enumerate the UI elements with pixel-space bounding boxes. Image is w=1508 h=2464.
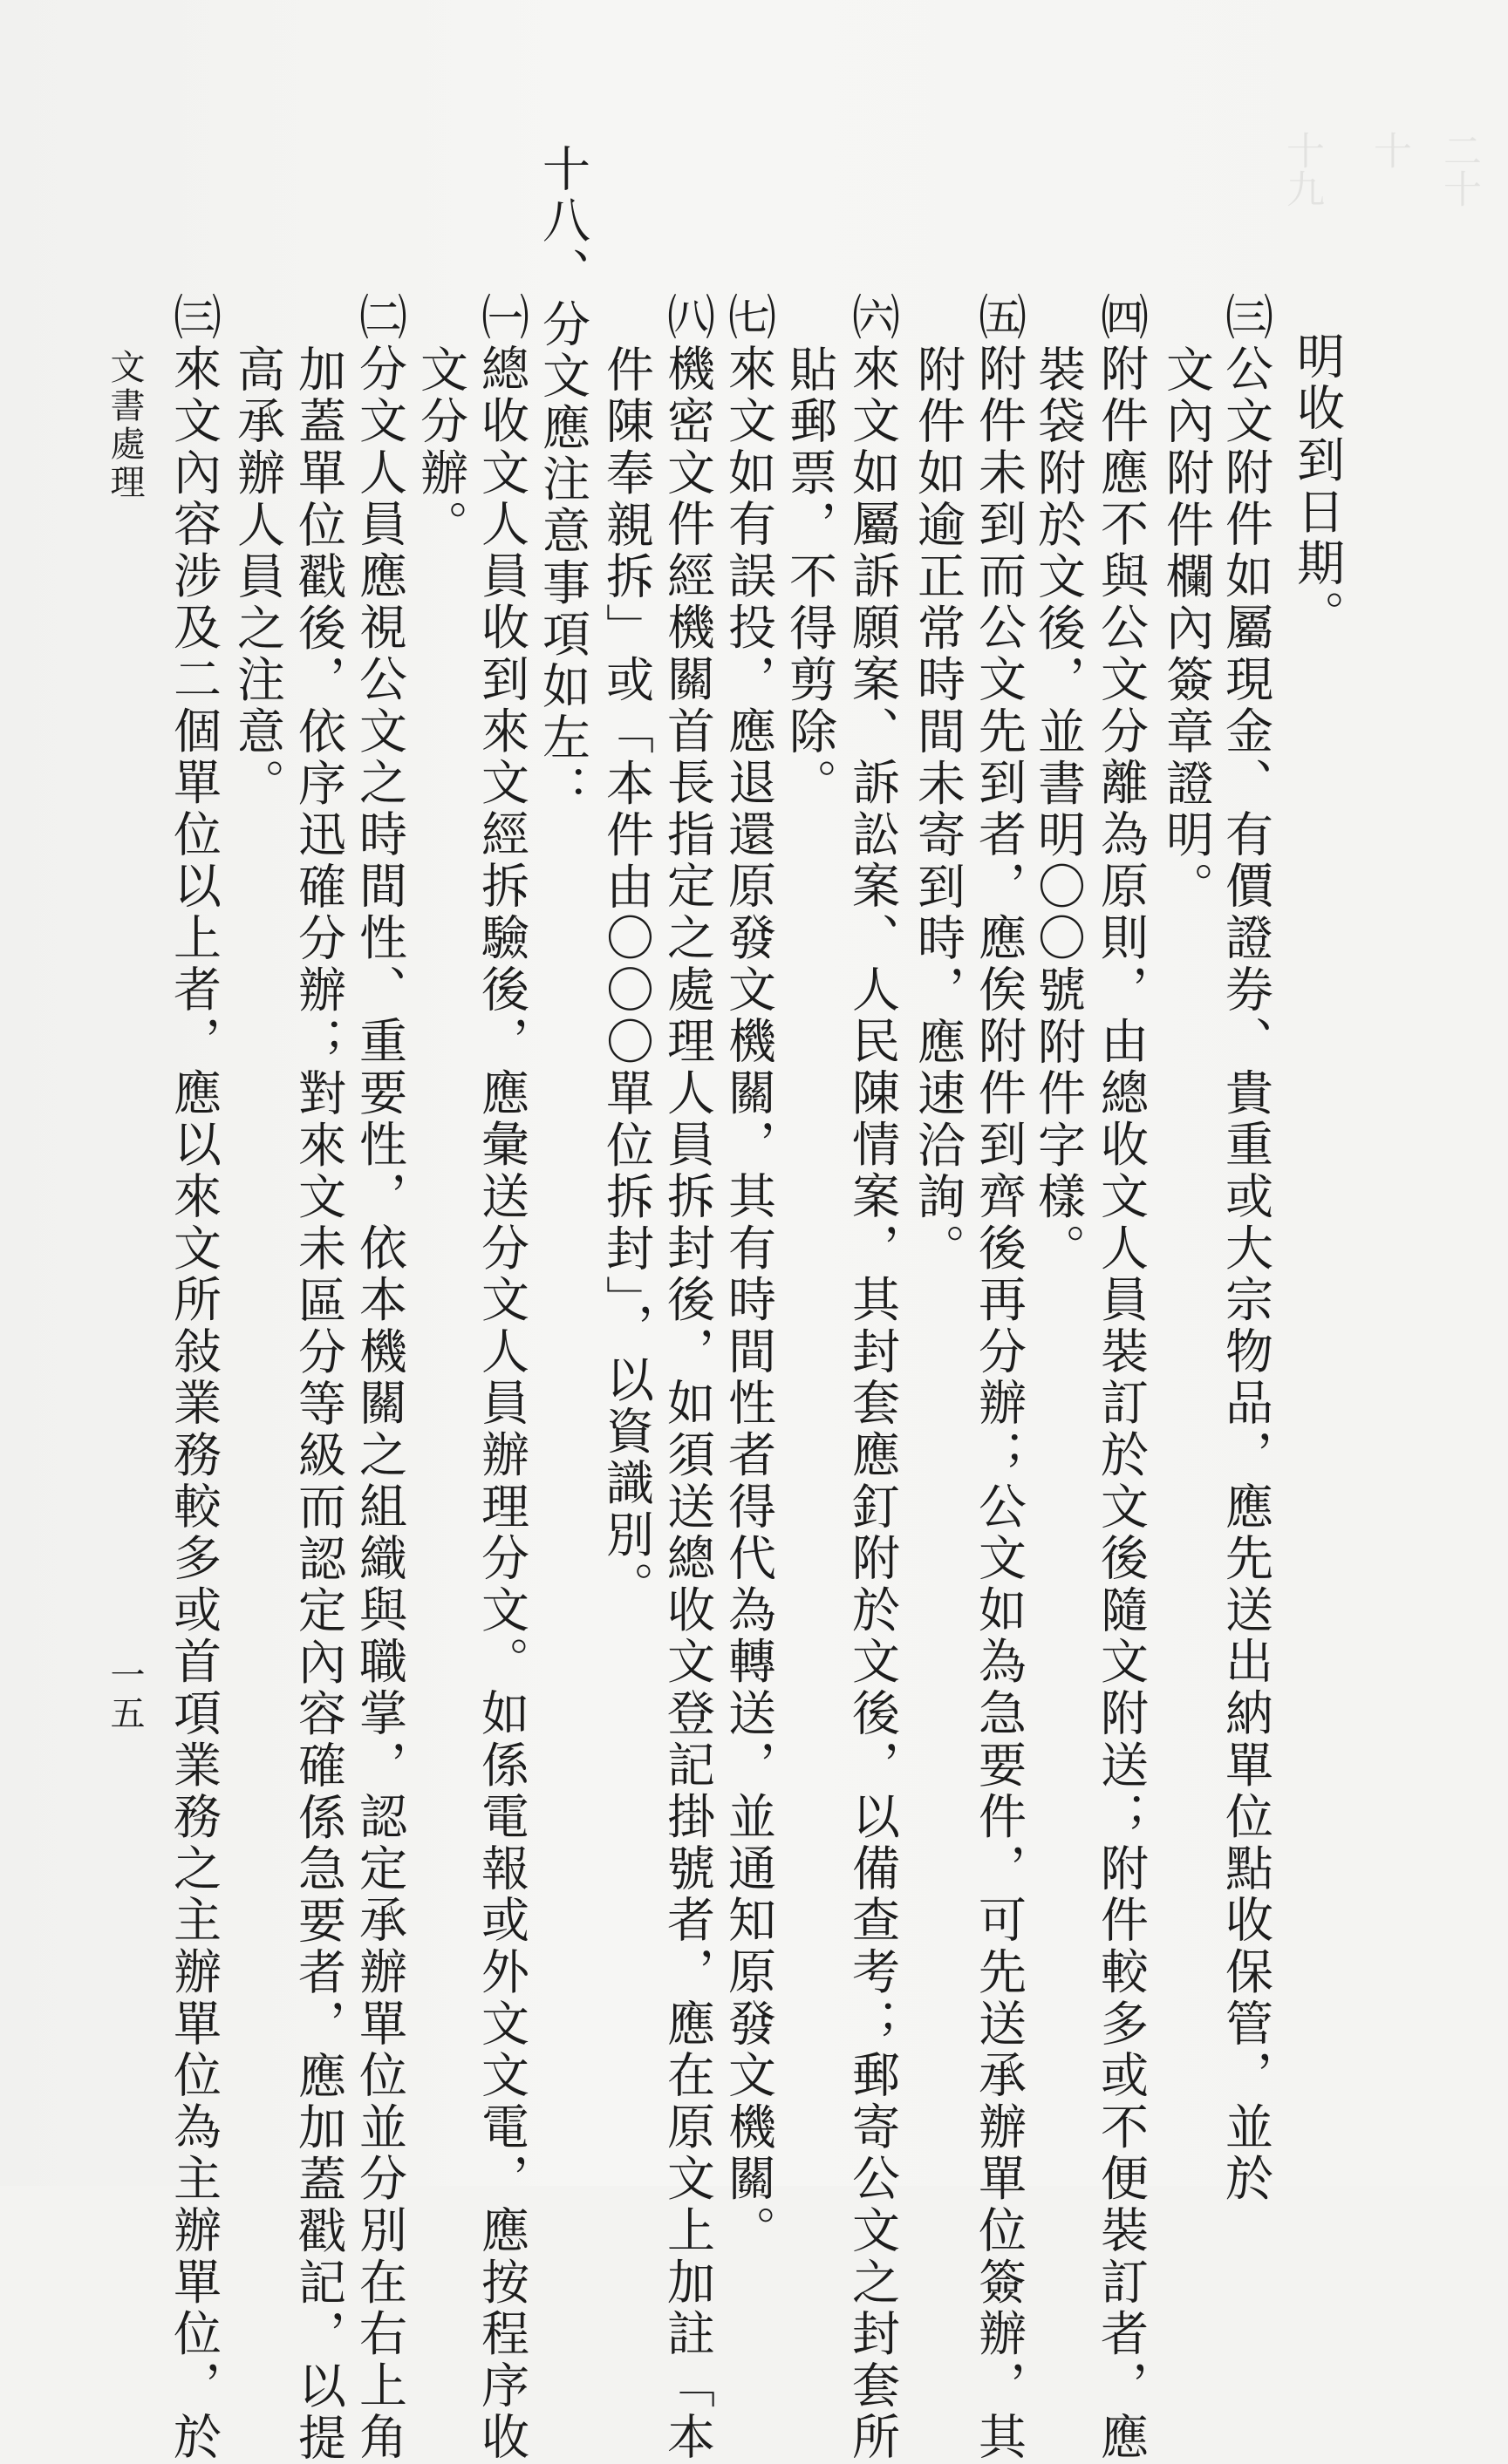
text-column: 文內附件欄內簽章證明。 (1158, 344, 1214, 914)
text-column: ㈢公文附件如屬現金、有價證券、貴重或大宗物品，應先送出納單位點收保管，並於 (1218, 292, 1273, 2206)
text-column: ㈠總收文人員收到來文經拆驗後，應彙送分文人員辦理分文。如係電報或外文文電，應按程序收 (474, 292, 529, 2464)
text-column: ㈧機密文件經機關首長指定之處理人員拆封後，如須送總收文登記掛號者，應在原文上加註「本 (659, 292, 715, 2464)
text-column: ㈤附件未到而公文先到者，應俟附件到齊後再分辦；公文如為急要件，可先送承辦單位簽辦，其 (971, 292, 1027, 2464)
bleed-through-mark: 二十 (1436, 131, 1481, 208)
section-heading: 十八、分文應注意事項如左： (535, 144, 590, 816)
text-column: 附件如逾正常時間未寄到時，應速洽詢。 (910, 344, 966, 1276)
text-column: ㈡分文人員應視公文之時間性、重要性，依本機關之組織與職掌，認定承辦單位並分別在右上角 (351, 292, 407, 2464)
bleed-through-mark: 十九 (1279, 131, 1324, 208)
text-column: 裝袋附於文後，並書明〇〇號附件字樣。 (1030, 344, 1086, 1276)
bleed-through-mark: 十 (1367, 131, 1411, 169)
text-column: ㈣附件應不與公文分離為原則，由總收文人員裝訂於文後隨文附送；附件較多或不便裝訂者，應 (1093, 292, 1149, 2464)
running-title: 文書處理 (105, 349, 145, 502)
text-column: ㈦來文如有誤投，應退還原發文機關，其有時間性者得代為轉送，並通知原發文機關。 (720, 292, 776, 2257)
text-column: 貼郵票，不得剪除。 (781, 344, 837, 810)
text-column: 明收到日期。 (1289, 331, 1345, 642)
text-column: ㈢來文內容涉及二個單位以上者，應以來文所敍業務較多或首項業務之主辦單位為主辦單位，於 (166, 292, 222, 2464)
text-column: 高承辦人員之注意。 (229, 344, 285, 810)
text-column: ㈥來文如屬訴願案、訴訟案、人民陳情案，其封套應釘附於文後，以備查考；郵寄公文之封套所 (844, 292, 900, 2464)
text-column: 文分辦。 (413, 344, 468, 552)
text-column: 件陳奉親拆」或「本件由〇〇〇單位拆封」，以資識別。 (598, 344, 654, 1613)
page-number: 一五 (105, 1657, 145, 1733)
text-column: 加蓋單位戳後，依序迅確分辦；對來文未區分等級而認定內容確係急要者，應加蓋戳記，以提 (290, 344, 346, 2464)
